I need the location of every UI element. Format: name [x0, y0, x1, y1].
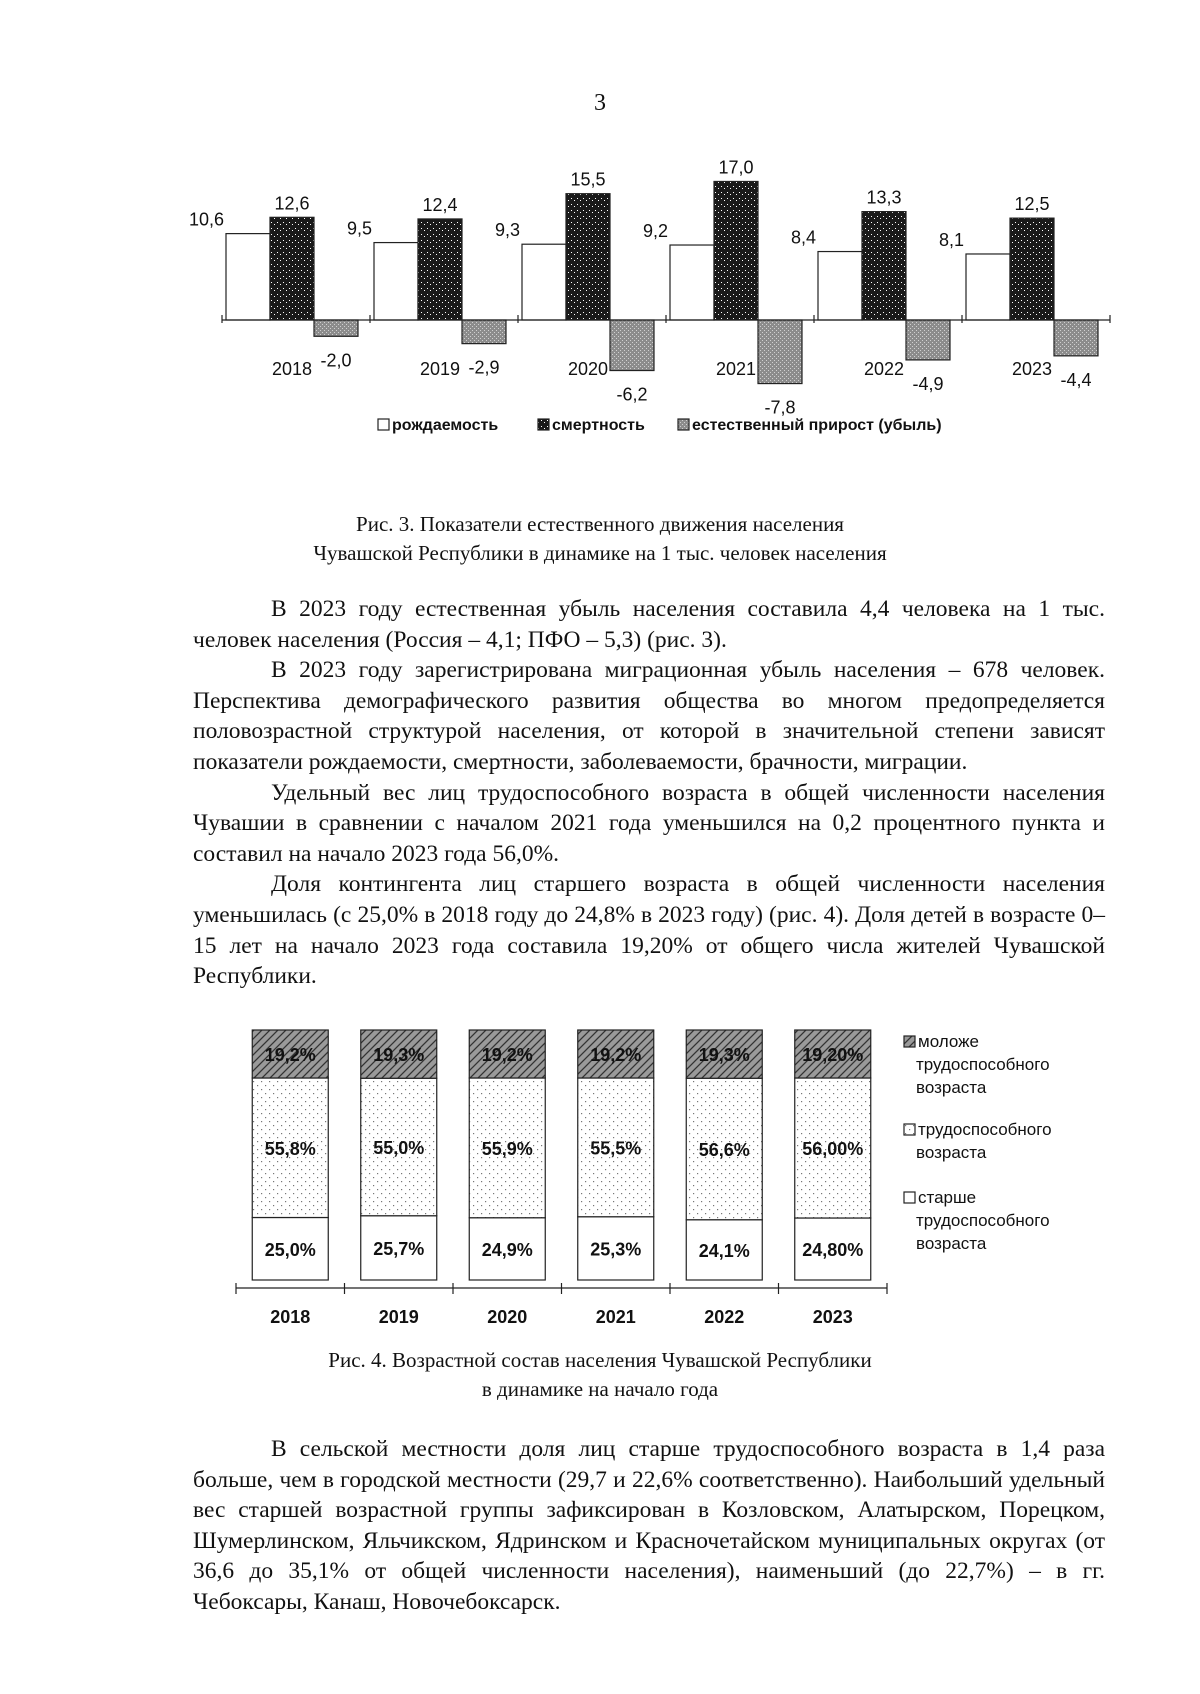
working-bar-legend-line-1: трудоспособного: [918, 1120, 1052, 1139]
young-bar-label-2018: 19,2%: [264, 1045, 316, 1065]
paragraph-5: В сельской местности доля лиц старше трудоспособного возраста в 1,4 раза больше, чем в городской местности (29,7 и 22,6% соответственно). Наибольший удельный вес старшей возрастной группы зафиксирован в Козловском, Алатырском, Порецком, Шумерлинском, Яльчикском, Ядринском и Красночетайском муниципальных округах (от 36,6 до 35,1% от общей численности населения), наименьший (до 22,7%) – в гг. Чебоксары, Канаш, Новочебоксарск.: [193, 1436, 1105, 1615]
death-bar-2022: [862, 212, 906, 320]
age-structure-chart: [0, 1020, 1200, 1340]
growth-bar-2021: [758, 320, 802, 384]
growth-bar-label-2019: -2,9: [468, 357, 500, 378]
growth-bar-2022: [906, 320, 950, 360]
growth-bar-label-2021: -7,8: [764, 397, 796, 418]
growth-bar-legend-swatch: [678, 419, 689, 430]
young-bar-label-2022: 19,3%: [698, 1045, 750, 1066]
young-bar-label-2023: 19,20%: [802, 1045, 864, 1065]
birth-bar-2022: [818, 252, 862, 320]
older-bar-label-2021: 25,3%: [590, 1239, 642, 1260]
growth-bar-label-2018: -2,0: [320, 350, 352, 371]
growth-bar-label-2020: -6,2: [616, 384, 648, 405]
birth-bar-2023: [966, 254, 1010, 320]
older-bar-legend-swatch: [904, 1192, 915, 1203]
death-bar-2023: [1010, 218, 1054, 320]
birth-bar-label-2021: 9,2: [642, 221, 668, 242]
category-label-2022: 2022: [863, 359, 905, 379]
birth-bar-label-2020: 9,3: [494, 220, 520, 241]
older-bar-label-2022: 24,1%: [698, 1240, 750, 1261]
young-bar-legend-line-2: трудоспособного: [916, 1055, 1050, 1074]
death-bar-label-2022: 13,3: [866, 187, 902, 208]
chart2-legend: [904, 1032, 1052, 1253]
young-bar-label-2019: 19,3%: [373, 1045, 425, 1066]
working-bar-label-2020: 55,9%: [481, 1138, 533, 1159]
young-bar-legend-line-1: моложе: [918, 1032, 979, 1051]
growth-bar-2020: [610, 320, 654, 371]
birth-bar-legend-label: рождаемость: [392, 417, 499, 434]
birth-bar-label-2022: 8,4: [790, 227, 816, 248]
category-label-2018: 2018: [270, 1307, 311, 1327]
working-bar-label-2018: 55,8%: [264, 1138, 316, 1159]
older-bar-label-2023: 24,80%: [802, 1240, 864, 1260]
paragraph-3: Удельный вес лиц трудоспособного возраста в общей численности населения Чувашии в сравнении с началом 2021 года уменьшился на 0,2 процентного пункта и составил на начало 2023 года 56,0%.: [193, 779, 1105, 867]
text-block-2: [193, 1434, 1105, 1618]
chart1-legend: [378, 417, 942, 434]
young-bar-label-2021: 19,2%: [590, 1045, 642, 1065]
birth-bar-label-2018: 10,6: [188, 209, 224, 230]
figure-4-caption-line2: в динамике на начало года: [481, 1377, 719, 1401]
category-label-2020: 2020: [487, 1307, 528, 1327]
category-label-2021: 2021: [595, 1307, 636, 1327]
older-bar-legend-line-3: возраста: [916, 1234, 987, 1253]
older-bar-legend-line-1: старше: [918, 1188, 977, 1207]
working-bar-legend-swatch: [904, 1124, 915, 1135]
death-bar-2019: [418, 219, 462, 320]
older-bar-label-2020: 24,9%: [481, 1239, 533, 1260]
birth-bar-label-2023: 8,1: [938, 229, 964, 250]
text-block-1: [193, 594, 1105, 992]
category-label-2023: 2023: [812, 1307, 853, 1327]
birth-bar-label-2019: 9,5: [346, 218, 372, 239]
chart2-labels: [265, 1045, 864, 1327]
figure-3-caption-line2: Чувашской Республики в динамике на 1 тыс. человек населения: [313, 541, 887, 565]
death-bar-2020: [566, 194, 610, 320]
growth-bar-label-2022: -4,9: [912, 373, 944, 394]
growth-bar-legend-label: естественный прирост (убыль): [692, 417, 942, 434]
death-bar-label-2020: 15,5: [570, 169, 606, 190]
category-label-2023: 2023: [1011, 359, 1053, 379]
working-bar-label-2021: 55,5%: [590, 1138, 642, 1159]
chart1-bars: [226, 181, 1098, 383]
chart1-labels: [189, 157, 1092, 417]
birth-bar-2020: [522, 244, 566, 320]
death-bar-label-2021: 17,0: [718, 157, 754, 178]
birth-bar-2021: [670, 245, 714, 320]
death-bar-label-2018: 12,6: [274, 193, 310, 214]
death-bar-legend-label: смертность: [552, 417, 645, 434]
death-bar-label-2019: 12,4: [422, 194, 458, 215]
death-bar-2018: [270, 217, 314, 320]
paragraph-1: В 2023 году естественная убыль населения составила 4,4 человека на 1 тыс. человек населения (Россия – 4,1; ПФО – 5,3) (рис. 3).: [193, 596, 1105, 653]
older-bar-legend-line-2: трудоспособного: [916, 1211, 1050, 1230]
young-bar-legend-swatch: [904, 1036, 915, 1047]
figure-3-caption-line1: Рис. 3. Показатели естественного движения населения: [356, 512, 844, 536]
death-bar-legend-swatch: [538, 419, 549, 430]
death-bar-2021: [714, 181, 758, 320]
working-bar-label-2022: 56,6%: [698, 1140, 750, 1160]
older-bar-label-2019: 25,7%: [373, 1238, 425, 1259]
paragraph-2: В 2023 году зарегистрирована миграционная убыль населения – 678 человек. Перспектива демографического развития общества во многом предопределяется половозрастной структурой населения, от которой в значительной степени зависят показатели рождаемости, смертности, заболеваемости, брачности, миграции.: [193, 657, 1105, 775]
birth-bar-2019: [374, 243, 418, 320]
young-bar-label-2020: 19,2%: [481, 1045, 533, 1065]
birth-bar-2018: [226, 234, 270, 320]
figure-4-caption: [0, 1346, 1200, 1404]
growth-bar-2019: [462, 320, 506, 344]
paragraph-4: Доля контингента лиц старшего возраста в общей численности населения уменьшилась (с 25,0% в 2018 году до 24,8% в 2023 году) (рис. 4). Доля детей в возрасте 0–15 лет на начало 2023 года составила 19,20% от общего числа жителей Чувашской Республики.: [193, 871, 1105, 990]
category-label-2022: 2022: [704, 1307, 745, 1327]
category-label-2019: 2019: [419, 359, 461, 379]
figure-3-caption: [0, 510, 1200, 568]
category-label-2020: 2020: [567, 359, 609, 379]
working-bar-label-2019: 55,0%: [373, 1138, 425, 1158]
growth-bar-label-2023: -4,4: [1060, 369, 1092, 390]
category-label-2021: 2021: [715, 359, 757, 379]
growth-bar-2023: [1054, 320, 1098, 356]
chart2-axis: [236, 1283, 887, 1294]
older-bar-label-2018: 25,0%: [264, 1239, 316, 1260]
chart2-bars: [252, 1030, 871, 1280]
category-label-2018: 2018: [271, 359, 313, 379]
young-bar-legend-line-3: возраста: [916, 1078, 987, 1097]
category-label-2019: 2019: [378, 1307, 419, 1327]
natural-movement-chart: [0, 130, 1200, 460]
growth-bar-2018: [314, 320, 358, 336]
working-bar-legend-line-2: возраста: [916, 1143, 987, 1162]
birth-bar-legend-swatch: [378, 419, 389, 430]
figure-4-caption-line1: Рис. 4. Возрастной состав населения Чувашской Республики: [328, 1348, 872, 1372]
death-bar-label-2023: 12,5: [1014, 194, 1050, 215]
working-bar-label-2023: 56,00%: [802, 1139, 864, 1159]
page-number: 3: [594, 90, 606, 116]
